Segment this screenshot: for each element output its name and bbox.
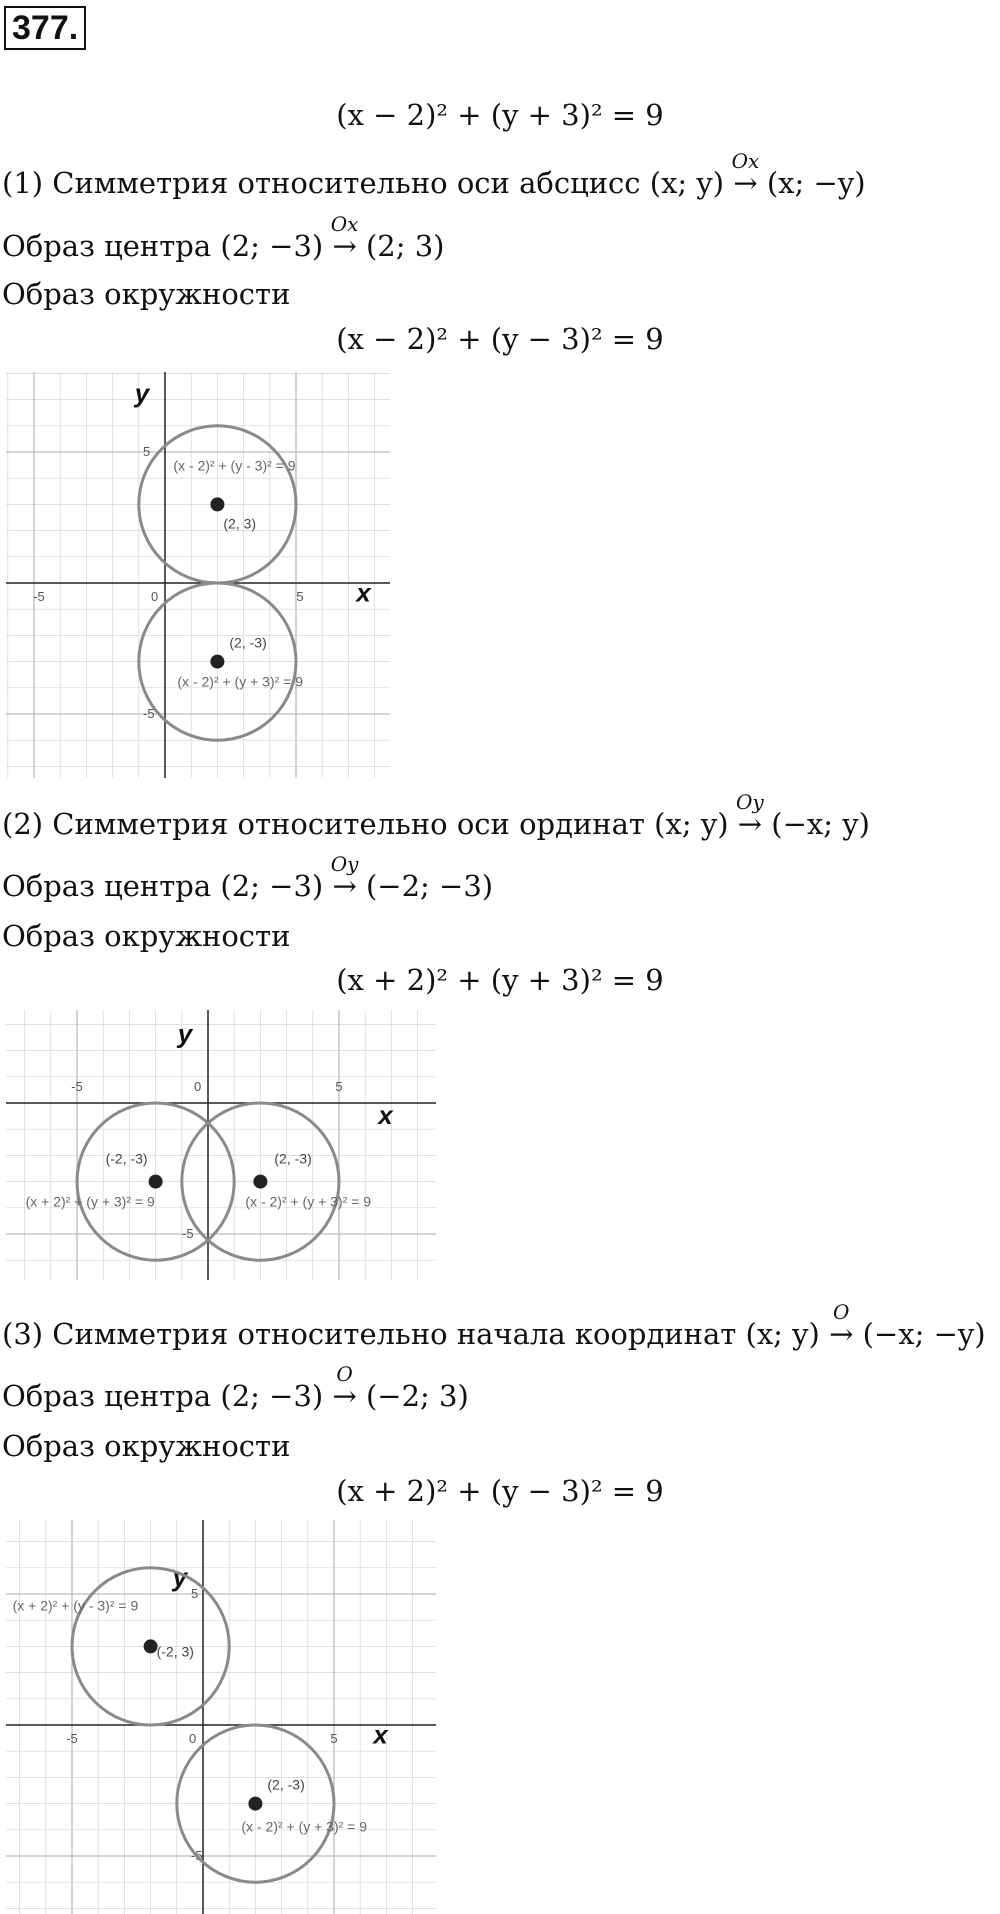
- part3-center-arrow-label: O: [336, 1362, 353, 1386]
- x-tick-label: -5: [66, 1731, 78, 1746]
- original-equation: (x − 2)² + (y + 3)² = 9: [336, 98, 664, 132]
- plot-2: [6, 1010, 436, 1280]
- problem-number: 377.: [4, 6, 86, 50]
- part1-center-from: (2; −3): [220, 229, 324, 263]
- part1-center-to: (2; 3): [365, 229, 445, 263]
- part1-circle-label: Образ окружности: [2, 277, 291, 311]
- part2-heading: [2, 790, 870, 842]
- part2-map-to: (−x; y): [771, 807, 870, 841]
- part2-heading-text: (2) Симметрия относительно оси ординат: [2, 807, 645, 841]
- part2-center-to: (−2; −3): [365, 869, 494, 903]
- part2-map-arrow: Oy →: [738, 806, 762, 842]
- part2-image-equation: (x + 2)² + (y + 3)² = 9: [336, 963, 664, 997]
- x-tick-label: -5: [71, 1079, 83, 1094]
- part1-map-from: (x; y): [649, 166, 725, 200]
- center-point-2: [248, 1797, 262, 1811]
- part3-map-arrow-label: O: [833, 1300, 850, 1324]
- plot-3: [6, 1520, 436, 1914]
- part3-center-arrow: O →: [332, 1378, 356, 1414]
- x-tick-label: -5: [33, 589, 45, 604]
- equation-label-2: (x - 2)² + (y + 3)² = 9: [245, 1193, 372, 1210]
- y-tick-label: -5: [143, 706, 155, 721]
- part2-center-prefix: Образ центра: [2, 869, 212, 903]
- equation-label-1: (x + 2)² + (y + 3)² = 9: [25, 1193, 155, 1210]
- part2-center-arrow: Oy →: [332, 868, 356, 904]
- y-axis-label: y: [172, 1562, 188, 1593]
- x-axis-label: x: [356, 577, 371, 608]
- part3-center: [2, 1362, 469, 1414]
- part3-map-from: (x; y): [745, 1317, 820, 1351]
- part2-center: [2, 852, 494, 904]
- part3-center-to: (−2; 3): [365, 1379, 469, 1413]
- y-axis-label: y: [177, 1018, 193, 1049]
- part1-heading: [2, 149, 866, 201]
- y-tick-label: -5: [182, 1226, 194, 1241]
- part3-circle-label: Образ окружности: [2, 1429, 291, 1463]
- part1-image-equation: (x − 2)² + (y − 3)² = 9: [336, 322, 664, 356]
- x-tick-label: 0: [151, 589, 159, 604]
- part1-map-to: (x; −y): [766, 166, 866, 200]
- part2-center-from: (2; −3): [220, 869, 324, 903]
- part1-center-prefix: Образ центра: [2, 229, 212, 263]
- equation-label-2: (x - 2)² + (y + 3)² = 9: [177, 673, 304, 690]
- point-label-1: (-2, 3): [156, 1643, 194, 1660]
- y-tick-label: 5: [143, 444, 151, 459]
- part1-heading-text: (1) Симметрия относительно оси абсцисс: [2, 166, 641, 200]
- part3-center-prefix: Образ центра: [2, 1379, 212, 1413]
- plot-1: [6, 372, 390, 778]
- x-axis-label: x: [373, 1719, 388, 1750]
- part3-heading-text: (3) Симметрия относительно начала координат: [2, 1317, 737, 1351]
- point-label-2: (2, -3): [267, 1776, 305, 1793]
- part1-center-arrow: Ox →: [332, 228, 356, 264]
- equation-label-2: (x - 2)² + (y + 3)² = 9: [241, 1818, 368, 1835]
- center-point-1: [149, 1175, 163, 1189]
- part2-map-from: (x; y): [654, 807, 729, 841]
- center-point-2: [253, 1175, 267, 1189]
- y-tick-label: -5: [191, 1848, 203, 1863]
- part1-map-arrow-label: Ox: [731, 149, 760, 173]
- part3-image-equation: (x + 2)² + (y − 3)² = 9: [336, 1474, 664, 1508]
- center-point-1: [210, 497, 224, 511]
- part3-map-arrow: O →: [829, 1316, 853, 1352]
- part2-circle-label: Образ окружности: [2, 919, 291, 953]
- center-point-1: [144, 1639, 158, 1653]
- y-axis-label: y: [134, 378, 150, 409]
- x-tick-label: 0: [189, 1731, 197, 1746]
- point-label-2: (2, -3): [274, 1150, 312, 1167]
- part3-map-to: (−x; −y): [862, 1317, 986, 1351]
- point-label-2: (2, -3): [229, 634, 267, 651]
- part2-center-arrow-label: Oy: [330, 852, 359, 876]
- y-tick-label: 5: [191, 1586, 199, 1601]
- part1-map-arrow: Ox →: [733, 165, 757, 201]
- point-label-1: (2, 3): [223, 515, 257, 532]
- part1-center: [2, 212, 445, 264]
- part1-center-arrow-label: Ox: [330, 212, 359, 236]
- x-tick-label: 5: [330, 1731, 338, 1746]
- point-label-1: (-2, -3): [105, 1150, 148, 1167]
- part2-map-arrow-label: Oy: [736, 790, 764, 814]
- x-tick-label: 0: [194, 1079, 202, 1094]
- center-point-2: [210, 655, 224, 669]
- x-axis-label: x: [378, 1099, 393, 1130]
- part3-center-from: (2; −3): [220, 1379, 324, 1413]
- x-tick-label: 5: [335, 1079, 343, 1094]
- x-tick-label: 5: [296, 589, 304, 604]
- equation-label-1: (x - 2)² + (y - 3)² = 9: [173, 457, 296, 474]
- equation-label-1: (x + 2)² + (y - 3)² = 9: [12, 1597, 139, 1614]
- part3-heading: [2, 1300, 986, 1352]
